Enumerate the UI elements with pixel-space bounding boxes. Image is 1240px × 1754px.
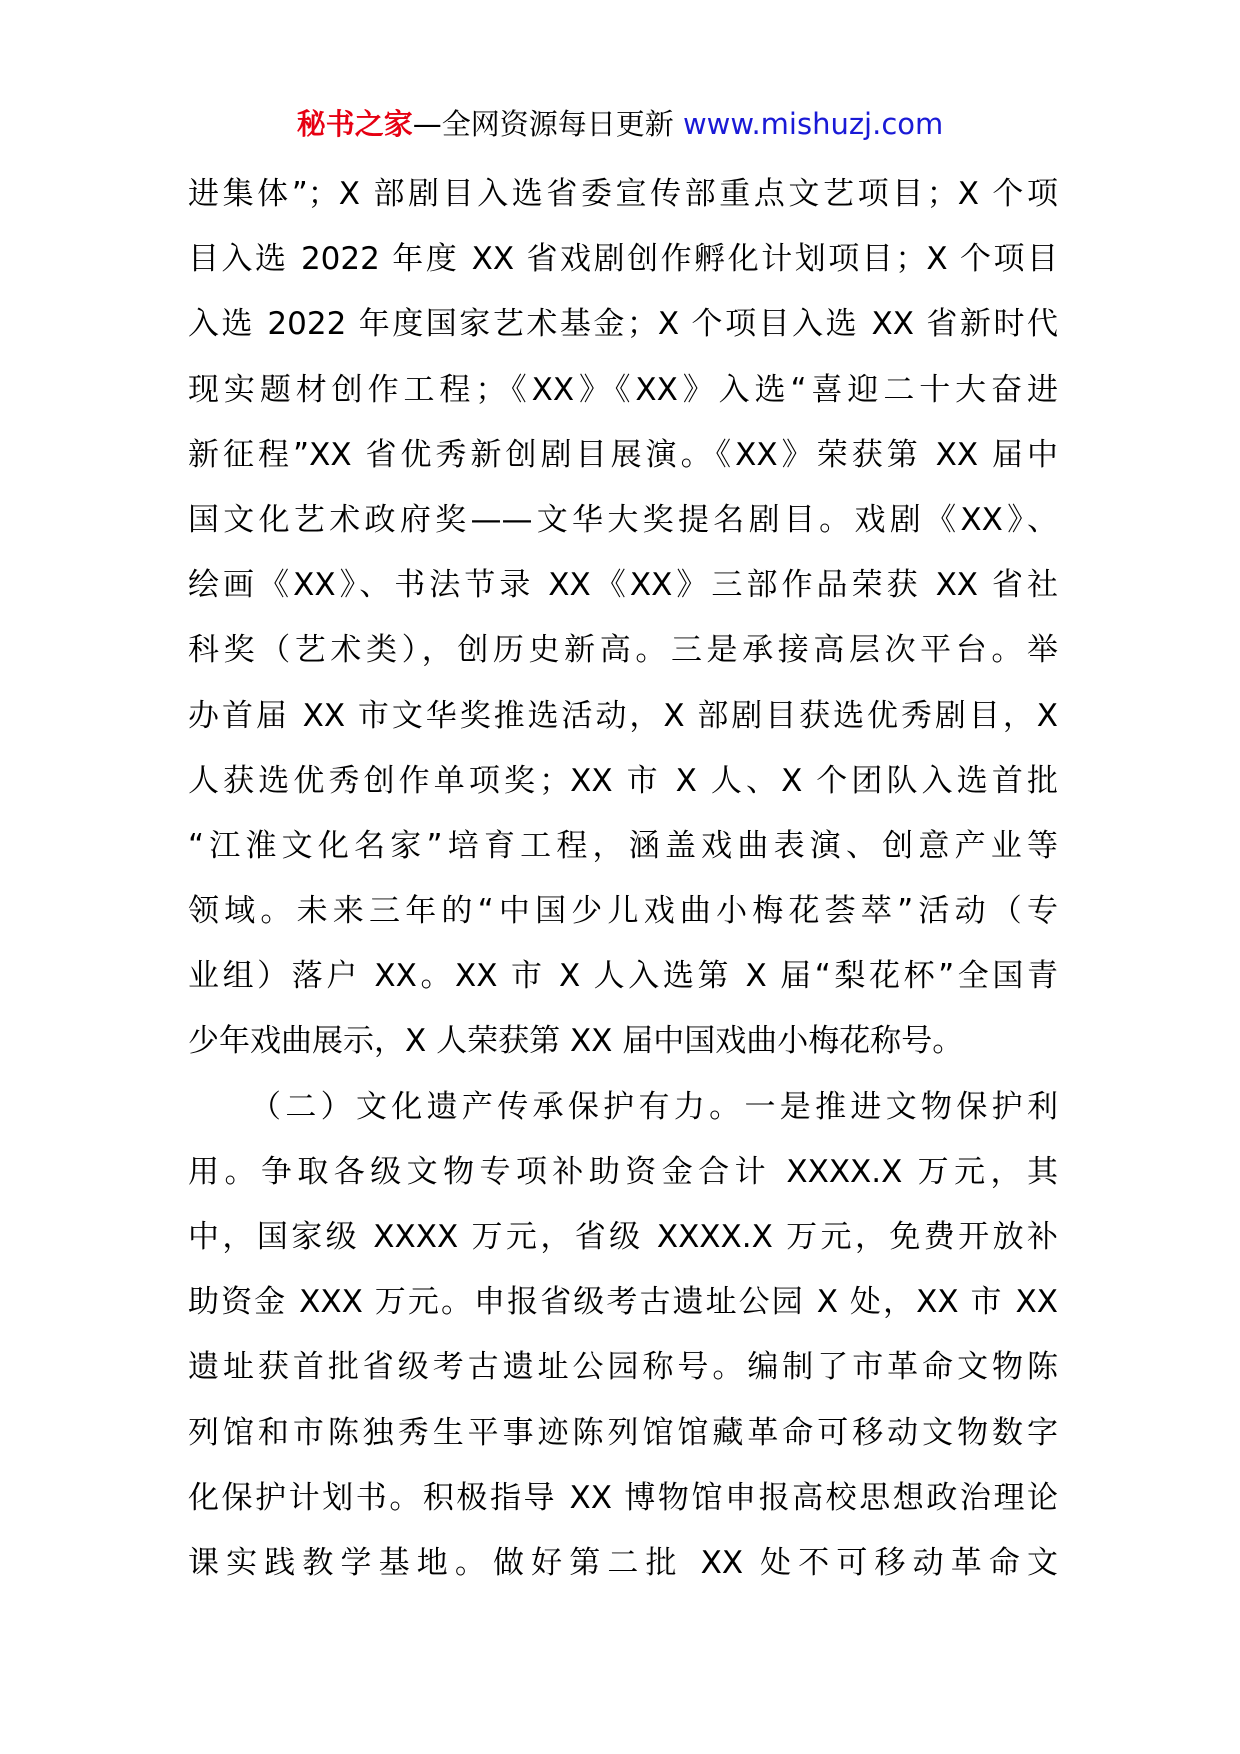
- text-line: 助资金 XXX 万元。申报省级考古遗址公园 X 处，XX 市 XX: [188, 1284, 1058, 1321]
- text-line: 业组）落户 XX。XX 市 X 人入选第 X 届“梨花杯”全国青: [188, 958, 1058, 995]
- text-line: “江淮文化名家”培育工程，涵盖戏曲表演、创意产业等: [188, 827, 1058, 864]
- text-line: 课实践教学基地。做好第二批 XX 处不可移动革命文: [188, 1544, 1058, 1581]
- text-line: 人获选优秀创作单项奖；XX 市 X 人、X 个团队入选首批: [188, 762, 1058, 799]
- text-line: 进集体”；X 部剧目入选省委宣传部重点文艺项目；X 个项: [188, 176, 1058, 212]
- text-line: 中，国家级 XXXX 万元，省级 XXXX.X 万元，免费开放补: [188, 1219, 1058, 1255]
- text-line: 国文化艺术政府奖——文华大奖提名剧目。戏剧《XX》、: [188, 501, 1058, 538]
- document-body: [188, 162, 1058, 1596]
- website-link[interactable]: www.mishuzj.com: [682, 107, 944, 141]
- text-line: 用。争取各级文物专项补助资金合计 XXXX.X 万元，其: [188, 1153, 1058, 1190]
- text-line: 化保护计划书。积极指导 XX 博物馆申报高校思想政治理论: [188, 1479, 1058, 1516]
- paragraph-end-line: 少年戏曲展示，X 人荣获第 XX 届中国戏曲小梅花称号。: [188, 1023, 964, 1060]
- section-heading-line: （二）文化遗产传承保护有力。一是推进文物保护利: [250, 1088, 1058, 1125]
- text-line: 领域。未来三年的“中国少儿戏曲小梅花荟萃”活动（专: [188, 893, 1058, 930]
- text-line: 新征程”XX 省优秀新创剧目展演。《XX》荣获第 XX 届中: [188, 436, 1058, 473]
- text-line: 入选 2022 年度国家艺术基金；X 个项目入选 XX 省新时代: [188, 306, 1058, 343]
- brand-name: 秘书之家: [296, 107, 413, 141]
- header-tagline: —全网资源每日更新: [412, 107, 683, 141]
- text-line: 目入选 2022 年度 XX 省戏剧创作孵化计划项目；X 个项目: [188, 241, 1058, 278]
- text-line: 列馆和市陈独秀生平事迹陈列馆馆藏革命可移动文物数字: [188, 1414, 1058, 1451]
- text-line: 绘画《XX》、书法节录 XX《XX》三部作品荣获 XX 省社: [188, 567, 1058, 604]
- text-line: 科奖（艺术类），创历史新高。三是承接高层次平台。举: [188, 632, 1058, 669]
- text-line: 现实题材创作工程；《XX》《XX》入选“喜迎二十大奋进: [188, 371, 1058, 408]
- text-line: 办首届 XX 市文华奖推选活动，X 部剧目获选优秀剧目，X: [188, 697, 1058, 734]
- text-line: 遗址获首批省级考古遗址公园称号。编制了市革命文物陈: [188, 1349, 1058, 1386]
- page-header: [0, 100, 1240, 148]
